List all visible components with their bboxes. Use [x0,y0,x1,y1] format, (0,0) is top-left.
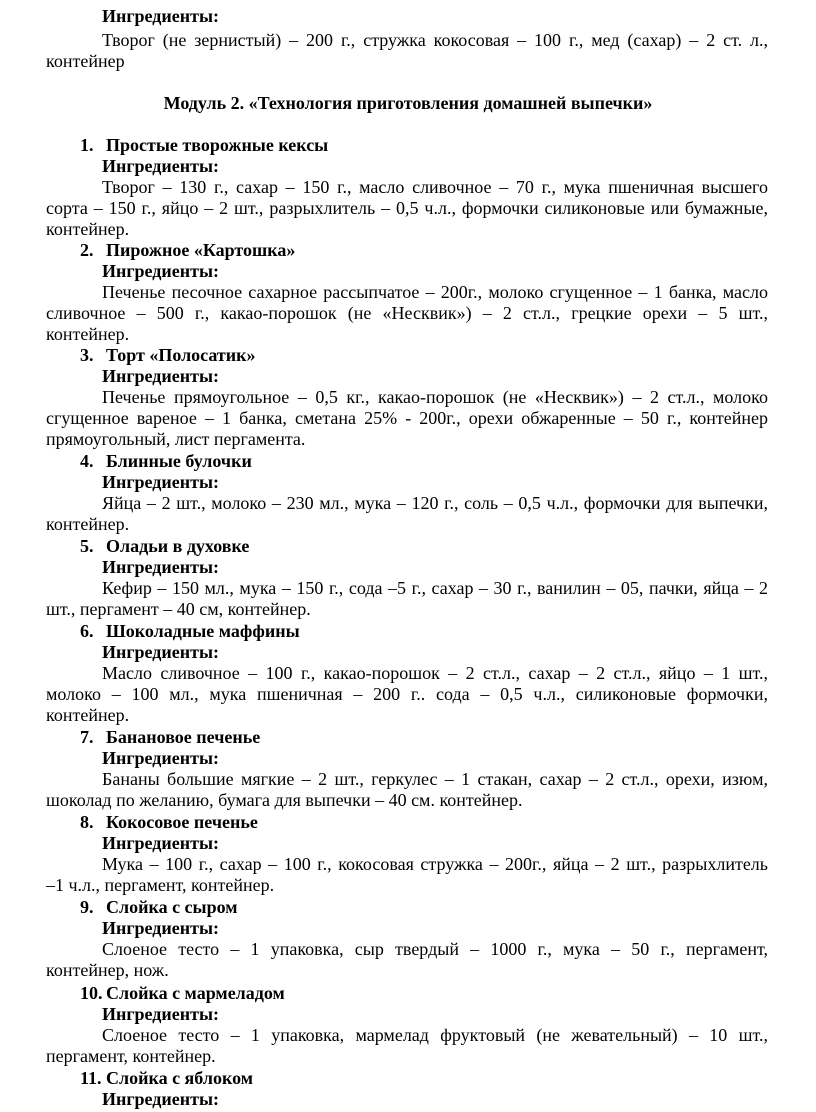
intro-ingredients-line: Творог (не зернистый) – 200 г., стружка кокосовая – 100 г., мед (сахар) – 2 ст. л., [102,30,768,50]
ingredients-line: Творог – 130 г., сахар – 150 г., масло сливочное – 70 г., мука пшеничная высшего [102,177,768,197]
ingredients-line: Яйца – 2 шт., молоко – 230 мл., мука – 120 г., соль – 0,5 ч.л., формочки для выпечки, [102,493,768,513]
ingredients-line: Слоеное тесто – 1 упаковка, сыр твердый – 1000 г., мука – 50 г., пергамент, [102,939,768,959]
ingredients-label: Ингредиенты: [102,748,220,768]
recipe-number: 7. [80,727,94,747]
recipe-number: 6. [80,621,94,641]
ingredients-line: Печенье песочное сахарное рассыпчатое – 200г., молоко сгущенное – 1 банка, масло [102,282,768,302]
intro-ingredients-label: Ингредиенты: [102,6,220,26]
ingredients-line: пергамент, контейнер. [46,1046,216,1066]
ingredients-label: Ингредиенты: [102,261,220,281]
ingredients-label: Ингредиенты: [102,1089,220,1109]
recipe-title: Простые творожные кексы [106,135,329,155]
recipe-title: Торт «Полосатик» [106,345,256,365]
recipe-number: 3. [80,345,94,365]
ingredients-line: прямоугольный, лист пергамента. [46,429,306,449]
ingredients-line: –1 ч.л., пергамент, контейнер. [46,875,275,895]
ingredients-label: Ингредиенты: [102,366,220,386]
ingredients-label: Ингредиенты: [102,156,220,176]
ingredients-line: контейнер. [46,219,130,239]
ingredients-line: сливочное – 500 г., какао-порошок (не «Несквик») – 2 ст.л., грецкие орехи – 5 шт., [46,303,768,323]
recipe-title: Слойка с мармеладом [106,983,285,1003]
recipe-title: Шоколадные маффины [106,621,300,641]
ingredients-line: сгущенное вареное – 1 банка, сметана 25% - 200г., орехи обжаренные – 50 г., контейнер [46,408,768,428]
recipe-title: Пирожное «Картошка» [106,240,296,260]
ingredients-line: контейнер. [46,324,130,344]
ingredients-line: сорта – 150 г., яйцо – 2 шт., разрыхлитель – 0,5 ч.л., формочки силиконовые или бумажные, [46,198,768,218]
recipe-number: 1. [80,135,94,155]
ingredients-line: молоко – 100 мл., мука пшеничная – 200 г.. сода – 0,5 ч.л., силиконовые формочки, [46,684,768,704]
ingredients-label: Ингредиенты: [102,472,220,492]
ingredients-line: контейнер. [46,705,130,725]
recipe-title: Блинные булочки [106,451,252,471]
ingredients-line: контейнер. [46,514,130,534]
ingredients-line: Масло сливочное – 100 г., какао-порошок – 2 ст.л., сахар – 2 ст.л., яйцо – 1 шт., [102,663,768,683]
recipe-number: 4. [80,451,94,471]
ingredients-label: Ингредиенты: [102,833,220,853]
recipe-title: Слойка с сыром [106,897,238,917]
ingredients-line: контейнер, нож. [46,960,169,980]
module-title: Модуль 2. «Технология приготовления домашней выпечки» [163,93,653,113]
recipe-number: 8. [80,812,94,832]
ingredients-line: Бананы большие мягкие – 2 шт., геркулес – 1 стакан, сахар – 2 ст.л., орехи, изюм, [102,769,768,789]
ingredients-label: Ингредиенты: [102,1004,220,1024]
ingredients-label: Ингредиенты: [102,557,220,577]
ingredients-label: Ингредиенты: [102,642,220,662]
ingredients-line: шт., пергамент – 40 см, контейнер. [46,599,311,619]
recipe-number: 2. [80,240,94,260]
ingredients-line: Слоеное тесто – 1 упаковка, мармелад фруктовый (не жевательный) – 10 шт., [102,1025,768,1045]
ingredients-line: Мука – 100 г., сахар – 100 г., кокосовая стружка – 200г., яйца – 2 шт., разрыхлитель [102,854,768,874]
ingredients-line: Печенье прямоугольное – 0,5 кг., какао-порошок (не «Несквик») – 2 ст.л., молоко [102,387,768,407]
recipe-number: 10. [80,983,103,1003]
recipe-number: 5. [80,536,94,556]
recipe-number: 9. [80,897,94,917]
recipe-title: Оладьи в духовке [106,536,250,556]
recipe-number: 11. [80,1068,102,1088]
recipe-title: Слойка с яблоком [106,1068,253,1088]
ingredients-line: Кефир – 150 мл., мука – 150 г., сода –5 г., сахар – 30 г., ванилин – 05, пачки, яйца – 2 [102,578,768,598]
ingredients-line: шоколад по желанию, бумага для выпечки – 40 см. контейнер. [46,790,523,810]
recipe-title: Кокосовое печенье [106,812,258,832]
intro-ingredients-line: контейнер [46,51,125,71]
recipe-title: Банановое печенье [106,727,261,747]
ingredients-label: Ингредиенты: [102,918,220,938]
